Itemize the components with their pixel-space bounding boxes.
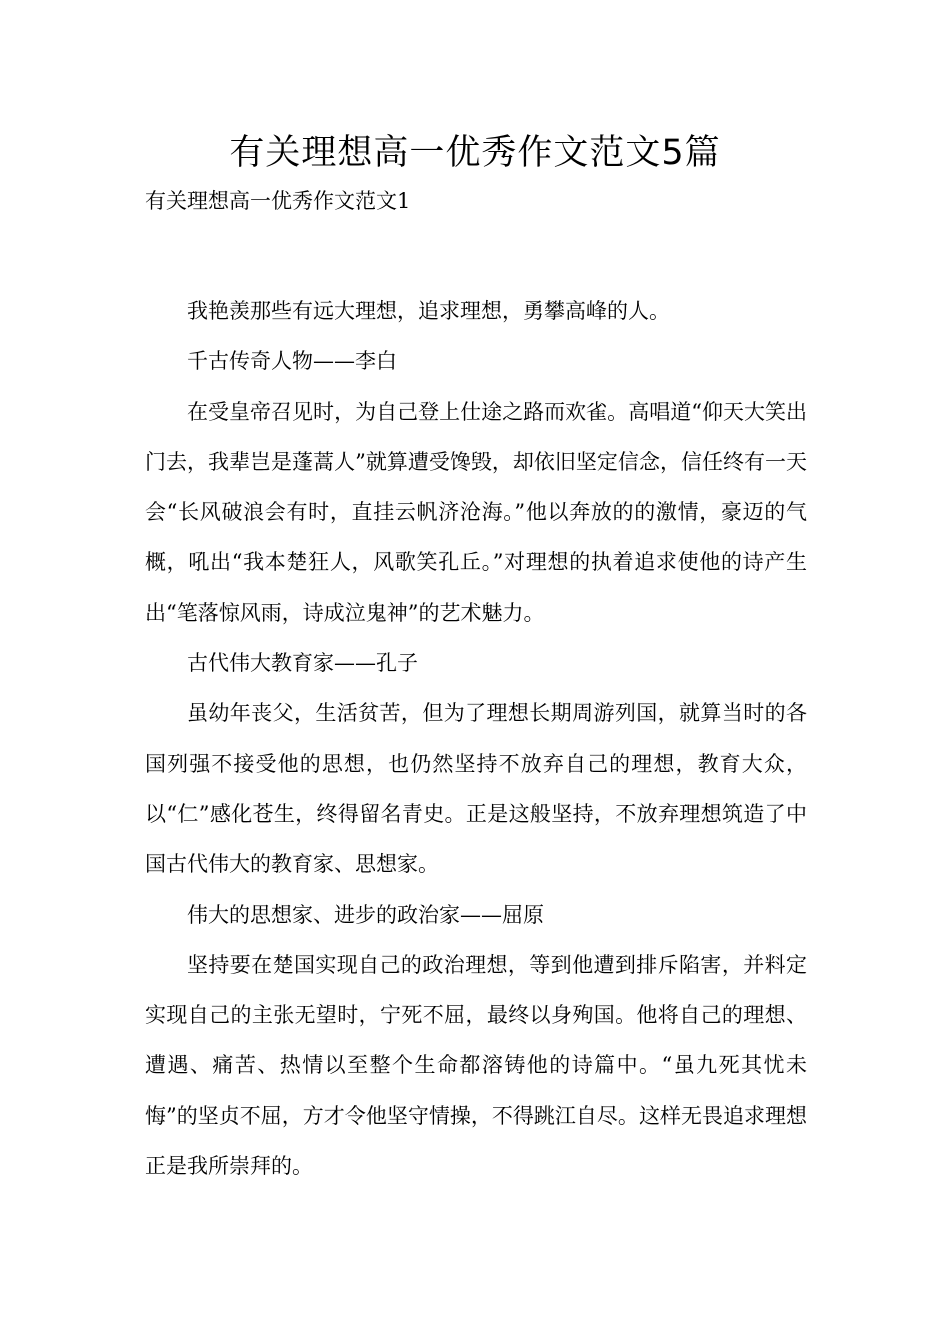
document-title: 有关理想高一优秀作文范文5篇 <box>229 133 721 173</box>
paragraph-qu-yuan: 坚持要在楚国实现自己的政治理想，等到他遭到排斥陷害，并料定实现自己的主张无望时，宁死不屈，最终以身殉国。他将自己的理想、遭遇、痛苦、热情以至整个生命都溶铸他的诗篇中。“虽九死其忧未悔”的坚贞不屈，方才令他坚守情操，不得跳江自尽。这样无畏追求理想正是我所崇拜的。 <box>145 952 807 1179</box>
paragraph-intro: 我艳羡那些有远大理想，追求理想，勇攀高峰的人。 <box>187 299 670 323</box>
heading-qu-yuan: 伟大的思想家、进步的政治家——屈原 <box>187 902 544 927</box>
paragraph-confucius: 虽幼年丧父，生活贫苦，但为了理想长期周游列国，就算当时的各国列强不接受他的思想，也仍然坚持不放弃自己的理想，教育大众，以“仁”感化苍生，终得留名青史。正是这般坚持，不放弃理想筑造了中国古代伟大的教育家、思想家。 <box>145 701 807 877</box>
document-body <box>145 286 807 1191</box>
paragraph-li-bai: 在受皇帝召见时，为自己登上仕途之路而欢雀。高唱道“仰天大笑出门去，我辈岂是蓬蒿人”就算遭受馋毁，却依旧坚定信念，信任终有一天会“长风破浪会有时，直挂云帆济沧海。”他以奔放的的激情，豪迈的气概，吼出“我本楚狂人，风歌笑孔丘。”对理想的执着追求使他的诗产生出“笔落惊风雨，诗成泣鬼神”的艺术魅力。 <box>145 399 807 625</box>
heading-li-bai: 千古传奇人物——李白 <box>187 349 397 374</box>
heading-confucius: 古代伟大教育家——孔子 <box>187 651 418 676</box>
document-subtitle: 有关理想高一优秀作文范文1 <box>145 189 411 213</box>
